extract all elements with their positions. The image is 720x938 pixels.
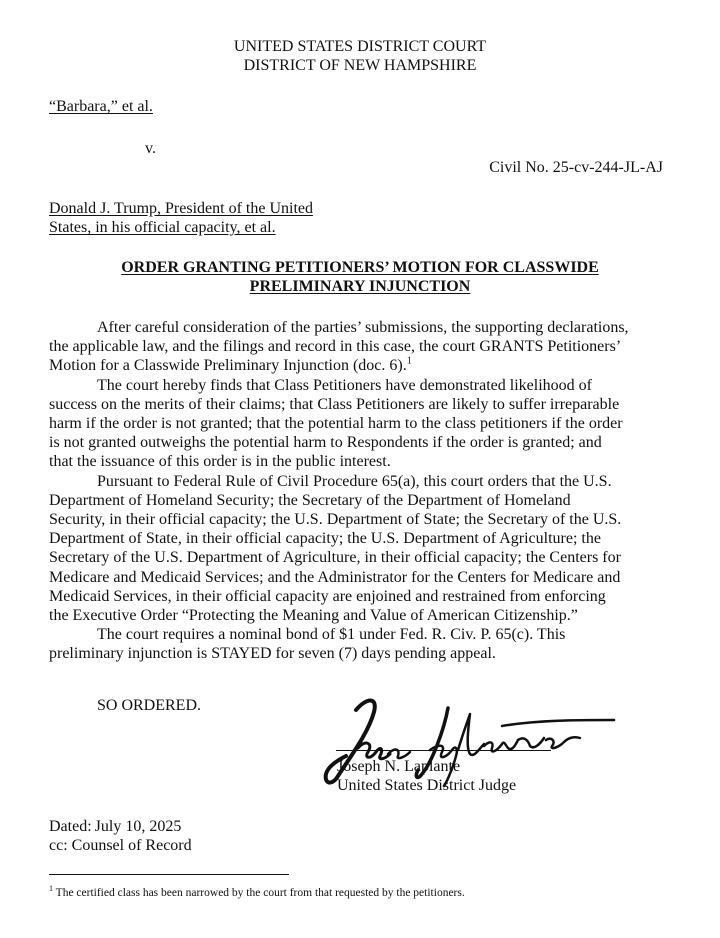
body-line: the applicable law, and the filings and record in this case, the court GRANTS Petitioners’	[49, 338, 622, 356]
body-line: The court requires a nominal bond of $1 under Fed. R. Civ. P. 65(c). This	[97, 626, 566, 644]
body-line	[49, 356, 679, 375]
body-line: Secretary of the U.S. Department of Agriculture, in their official capacity; the Centers for	[49, 549, 621, 567]
order-title	[0, 258, 720, 296]
body-line: After careful consideration of the parties’ submissions, the supporting declarations,	[97, 319, 629, 336]
cc-line: cc: Counsel of Record	[49, 837, 192, 854]
judge-name: Joseph N. Laplante	[337, 758, 461, 775]
body-line: is not granted outweighs the potential harm to Respondents if the order is granted; and	[49, 434, 602, 452]
order-title-line-1: ORDER GRANTING PETITIONERS’ MOTION FOR CLASSWIDE	[121, 259, 599, 276]
so-ordered: SO ORDERED.	[97, 697, 202, 714]
body-line: the Executive Order “Protecting the Meaning and Value of American Citizenship.”	[49, 607, 578, 625]
footnote-text: The certified class has been narrowed by the court from that requested by the petitioners.	[53, 887, 465, 899]
footnote-number: 1	[49, 884, 53, 894]
paragraph-3	[49, 472, 679, 626]
body-line: Department of Homeland Security; the Secretary of the Department of Homeland	[49, 491, 571, 509]
body-line: Security, in their official capacity; the U.S. Department of State; the Secretary of the U.S.	[49, 511, 622, 529]
order-title-line-2: PRELIMINARY INJUNCTION	[249, 278, 471, 295]
judge-title: United States District Judge	[337, 777, 517, 794]
court-line-2: DISTRICT OF NEW HAMPSHIRE	[243, 57, 477, 74]
dated-date: July 10, 2025	[94, 818, 182, 835]
petitioner-caption: “Barbara,” et al.	[49, 98, 153, 115]
body-line-text: Motion for a Classwide Preliminary Injunction (doc. 6).	[49, 357, 407, 375]
body-line: that the issuance of this order is in the public interest.	[49, 453, 391, 471]
body-line: Medicaid Services, in their official capacity are enjoined and restrained from enforcing	[49, 587, 606, 605]
footnote-divider	[49, 874, 289, 875]
body-line: success on the merits of their claims; that Class Petitioners are likely to suffer irreparable	[49, 395, 620, 413]
paragraph-4	[49, 625, 679, 663]
body-line: Pursuant to Federal Rule of Civil Procedure 65(a), this court orders that the U.S.	[97, 472, 612, 490]
dated-line	[49, 817, 181, 836]
body-line: Medicare and Medicaid Services; and the Administrator for the Centers for Medicare and	[49, 568, 621, 586]
versus: v.	[145, 140, 156, 157]
body-line: The court hereby finds that Class Petitioners have demonstrated likelihood of	[97, 376, 592, 394]
body-line: preliminary injunction is STAYED for seven (7) days pending appeal.	[49, 645, 496, 663]
respondent-caption	[49, 199, 313, 237]
footnote-ref: 1	[406, 356, 412, 368]
paragraph-2	[49, 376, 679, 472]
body-line: Department of State, in their official capacity; the U.S. Department of Agriculture; the	[49, 530, 601, 548]
body-line: harm if the order is not granted; that the potential harm to the class petitioners if the order	[49, 415, 623, 433]
court-line-1: UNITED STATES DISTRICT COURT	[233, 38, 487, 55]
respondent-line-2: States, in his official capacity, et al.	[49, 219, 276, 236]
order-body	[49, 318, 679, 664]
footnote	[49, 886, 465, 900]
civil-number: Civil No. 25-cv-244-JL-AJ	[489, 159, 663, 176]
court-name	[0, 37, 720, 75]
paragraph-1	[49, 318, 679, 376]
dated-label: Dated:	[49, 818, 92, 835]
respondent-line-1: Donald J. Trump, President of the United	[49, 200, 313, 217]
